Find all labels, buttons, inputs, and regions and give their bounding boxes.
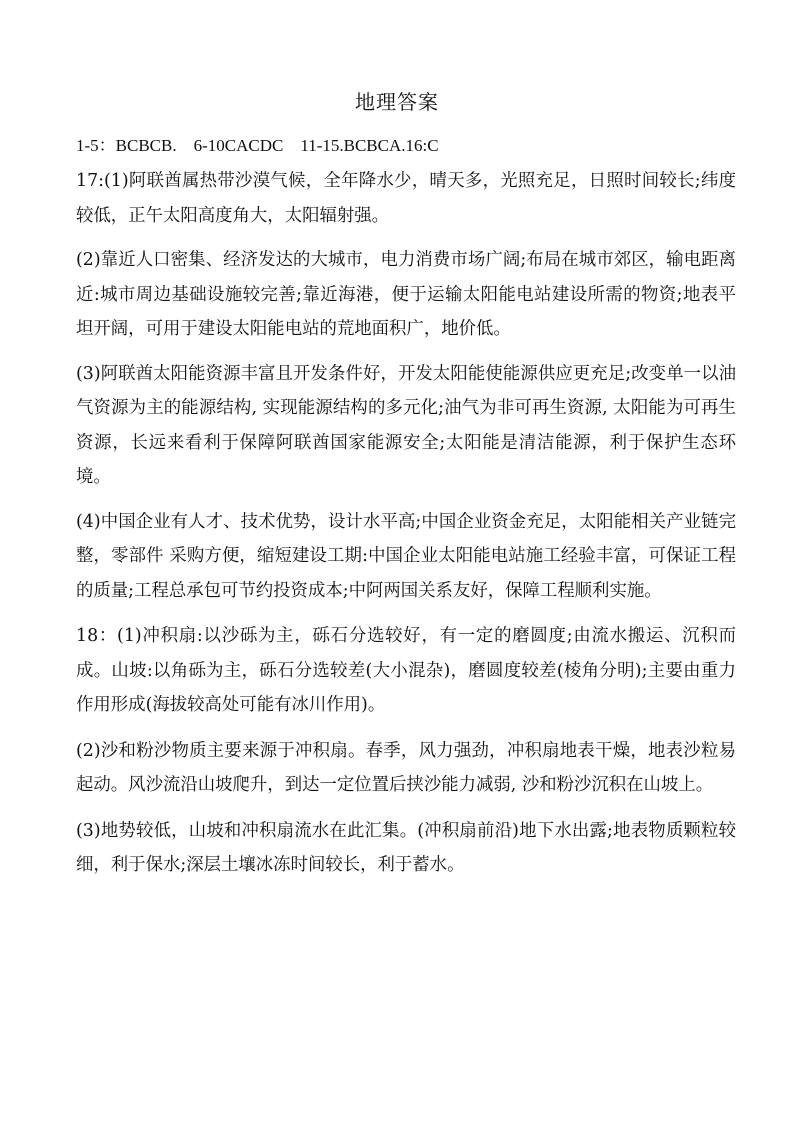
answer-17-4: (4)中国企业有人才、技术优势，设计水平高;中国企业资金充足，太阳能相关产业链完整，零部件 采购方便，缩短建设工期:中国企业太阳能电站施工经验丰富，可保证工程的质量;工程总承包可节约投资成本;中阿两国关系友好，保障工程顺利实施。 [76,511,736,601]
multiple-choice-answers: 1-5：BCBCB. 6-10CACDC 11-15.BCBCA.16:C [76,136,439,155]
answer-17-3: (3)阿联酋太阳能资源丰富且开发条件好，开发太阳能使能源供应更充足;改变单一以油气资源为主的能源结构, 实现能源结构的多元化;油气为非可再生资源, 太阳能为可再生资源，长远来看利于保障阿联酋国家能源安全;太阳能是清洁能源，利于保护生态环境。 [76,363,736,487]
document-title: 地理答案 [355,90,439,114]
answer-18-3: (3)地势较低，山坡和冲积扇流水在此汇集。(冲积扇前沿)地下水出露;地表物质颗粒较细，利于保水;深层土壤冰冻时间较长，利于蓄水。 [76,820,736,875]
answer-18-2: (2)沙和粉沙物质主要来源于冲积扇。春季，风力强劲，冲积扇地表干燥，地表沙粒易起动。风沙流沿山坡爬升，到达一定位置后挟沙能力减弱, 沙和粉沙沉积在山坡上。 [76,740,736,795]
answer-18-1: 18：(1)冲积扇:以沙砾为主，砾石分选较好，有一定的磨圆度;由流水搬运、沉积而成。山坡:以角砾为主，砾石分选较差(大小混杂)，磨圆度较差(棱角分明);主要由重力作用形成(海拔较高处可能有冰川作用)。 [76,626,736,715]
answer-17-1: 17:(1)阿联酋属热带沙漠气候，全年降水少，晴天多，光照充足，日照时间较长;纬度较低，正午太阳高度角大，太阳辐射强。 [76,171,736,226]
answer-body [76,164,736,883]
answer-17-2: (2)靠近人口密集、经济发达的大城市，电力消费市场广阔;布局在城市郊区，输电距离近:城市周边基础设施较完善;靠近海港，便于运输太阳能电站建设所需的物资;地表平坦开阔，可用于建设太阳能电站的荒地面积广，地价低。 [76,250,736,339]
